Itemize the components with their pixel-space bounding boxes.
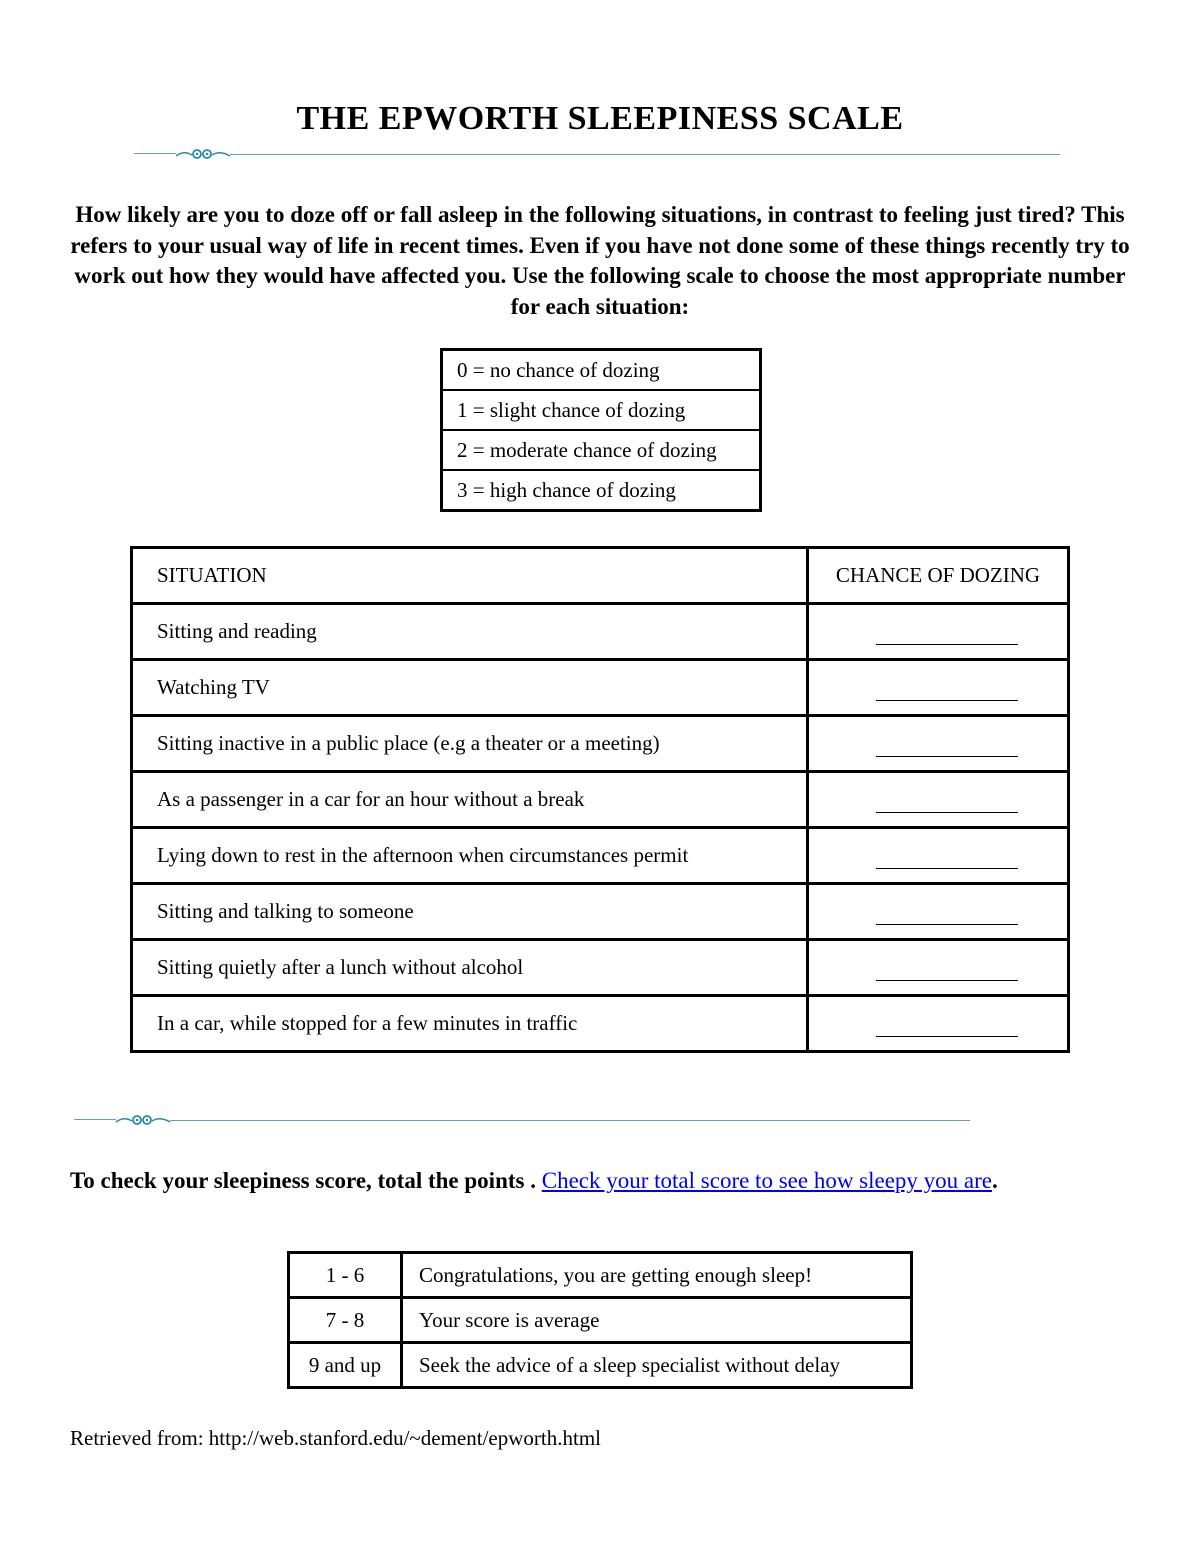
score-blank-line[interactable] (876, 900, 1018, 925)
score-entry-cell[interactable] (808, 772, 1069, 828)
situation-cell: Lying down to rest in the afternoon when circumstances permit (132, 828, 808, 884)
header-situation: SITUATION (132, 548, 808, 604)
score-instructions-text: To check your sleepiness score, total the points . (70, 1168, 542, 1193)
score-entry-cell[interactable] (808, 828, 1069, 884)
score-blank-line[interactable] (876, 732, 1018, 757)
scale-row (442, 430, 761, 470)
score-entry-cell[interactable] (808, 884, 1069, 940)
header-chance-of-dozing: CHANCE OF DOZING (808, 548, 1069, 604)
scale-item: 2 = moderate chance of dozing (442, 430, 761, 470)
score-blank-line[interactable] (876, 844, 1018, 869)
score-range: 7 - 8 (289, 1298, 402, 1343)
source-citation: Retrieved from: http://web.stanford.edu/~dement/epworth.html (70, 1426, 601, 1450)
scale-row (442, 390, 761, 430)
scale-row (442, 350, 761, 391)
score-blank-line[interactable] (876, 620, 1018, 645)
situation-cell: Sitting inactive in a public place (e.g a theater or a meeting) (132, 716, 808, 772)
table-row (132, 940, 1069, 996)
score-blank-line[interactable] (876, 956, 1018, 981)
table-row (289, 1253, 912, 1298)
table-row (132, 772, 1069, 828)
check-score-link[interactable]: Check your total score to see how sleepy you are (541, 1168, 993, 1193)
table-header-row (132, 548, 1069, 604)
score-blank-line[interactable] (876, 1012, 1018, 1037)
table-row (132, 716, 1069, 772)
situation-cell: Watching TV (132, 660, 808, 716)
table-row (132, 828, 1069, 884)
situation-cell: In a car, while stopped for a few minutes in traffic (132, 996, 808, 1052)
scale-legend-table (440, 348, 762, 512)
score-interpretation-table (287, 1251, 913, 1389)
score-entry-cell[interactable] (808, 604, 1069, 660)
score-entry-cell[interactable] (808, 660, 1069, 716)
score-entry-cell[interactable] (808, 940, 1069, 996)
scale-row (442, 470, 761, 511)
score-blank-line[interactable] (876, 676, 1018, 701)
scale-item: 0 = no chance of dozing (442, 350, 761, 391)
situation-cell: Sitting and talking to someone (132, 884, 808, 940)
table-row (132, 996, 1069, 1052)
situation-cell: As a passenger in a car for an hour without a break (132, 772, 808, 828)
table-row (132, 884, 1069, 940)
situations-table (130, 546, 1070, 1053)
score-description: Your score is average (402, 1298, 912, 1343)
score-instructions-suffix: . (992, 1168, 998, 1193)
score-description: Seek the advice of a sleep specialist without delay (402, 1343, 912, 1388)
table-row (289, 1343, 912, 1388)
ornament-icon (174, 147, 234, 161)
situation-cell: Sitting quietly after a lunch without alcohol (132, 940, 808, 996)
score-range: 9 and up (289, 1343, 402, 1388)
table-row (289, 1298, 912, 1343)
scale-item: 3 = high chance of dozing (442, 470, 761, 511)
score-entry-cell[interactable] (808, 996, 1069, 1052)
score-range: 1 - 6 (289, 1253, 402, 1298)
table-row (132, 604, 1069, 660)
score-entry-cell[interactable] (808, 716, 1069, 772)
bottom-divider (74, 1113, 970, 1127)
table-row (132, 660, 1069, 716)
instructions-paragraph: How likely are you to doze off or fall asleep in the following situations, in contrast to feeling just tired? This refers to your usual way of life in recent times. Even if you have not done some of these things recently try to work out how they would have affected you. Use the following scale to choose the most appropriate number for each situation: (70, 202, 1130, 319)
ornament-icon (114, 1113, 174, 1127)
score-blank-line[interactable] (876, 788, 1018, 813)
page-title: THE EPWORTH SLEEPINESS SCALE (296, 100, 904, 137)
score-description: Congratulations, you are getting enough sleep! (402, 1253, 912, 1298)
scale-item: 1 = slight chance of dozing (442, 390, 761, 430)
situation-cell: Sitting and reading (132, 604, 808, 660)
top-divider (134, 147, 1060, 161)
score-instructions (70, 1168, 998, 1194)
